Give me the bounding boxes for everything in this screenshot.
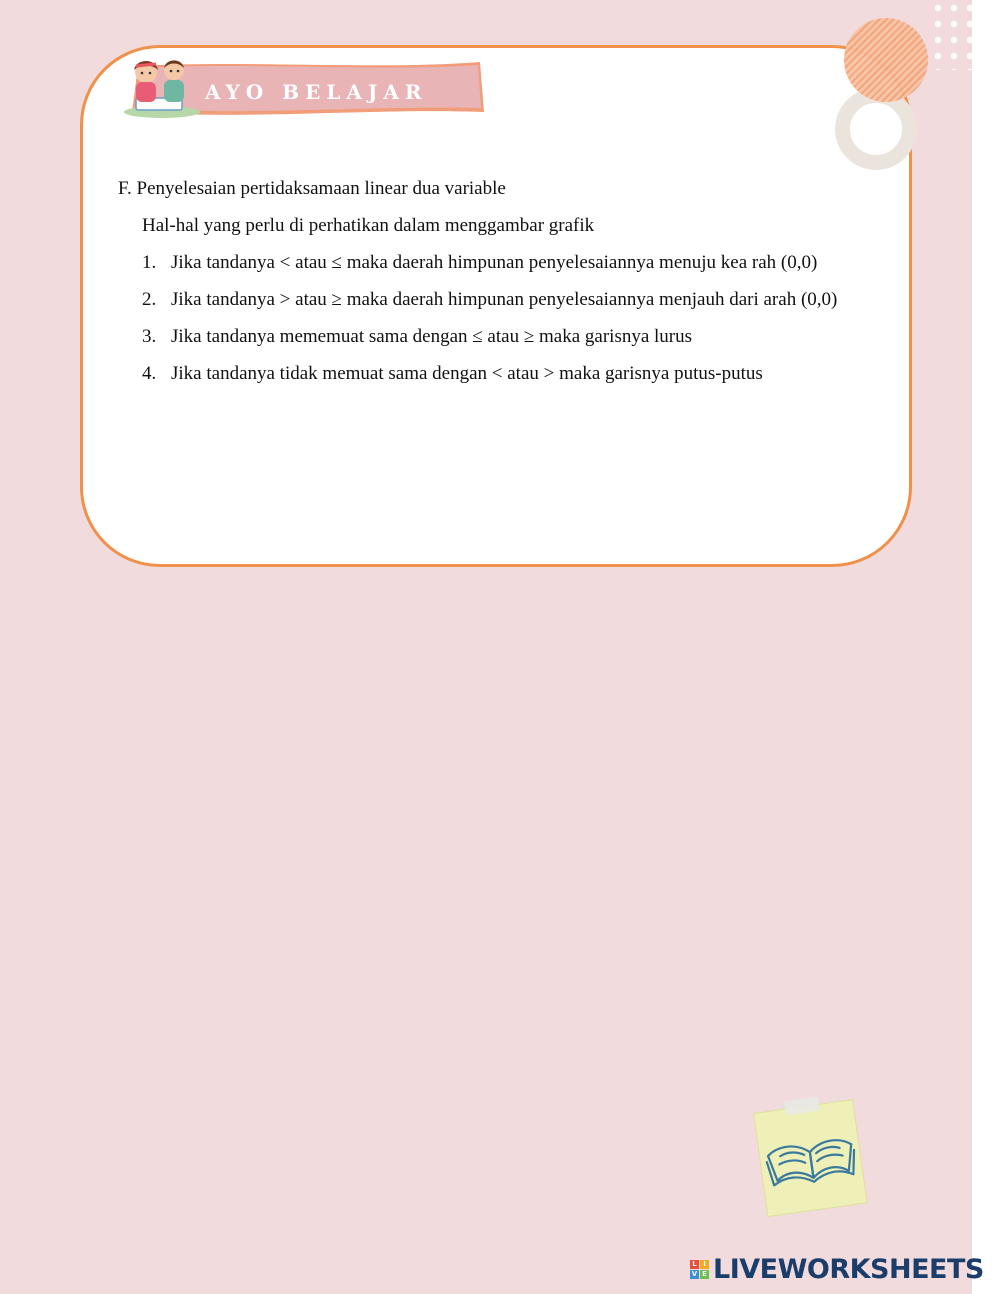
list-item-number: 4. bbox=[142, 363, 157, 384]
logo-blocks bbox=[690, 1260, 709, 1279]
kids-reading-icon bbox=[122, 54, 202, 120]
list-item-text: Jika tandanya mememuat sama dengan ≤ atau ≥ maka garisnya lurus bbox=[171, 326, 693, 347]
list-item-number: 2. bbox=[142, 289, 157, 310]
list-item-text: Jika tandanya tidak memuat sama dengan < atau > maka garisnya putus-putus bbox=[171, 363, 763, 384]
logo-text: LIVEWORKSHEETS bbox=[713, 1253, 984, 1285]
list-item bbox=[118, 355, 872, 392]
list-item-number: 1. bbox=[142, 252, 157, 273]
list-item bbox=[118, 244, 872, 281]
rule-list bbox=[118, 244, 872, 392]
list-item-text: Jika tandanya < atau ≤ maka daerah himpunan penyelesaiannya menuju kea rah (0,0) bbox=[171, 252, 818, 273]
decorative-dots bbox=[930, 0, 980, 70]
decorative-striped-circle bbox=[844, 18, 928, 102]
list-item bbox=[118, 318, 872, 355]
logo-block: E bbox=[700, 1270, 709, 1279]
banner-title: AYO BELAJAR bbox=[205, 80, 428, 104]
list-item-number: 3. bbox=[142, 326, 157, 347]
logo-block: V bbox=[691, 1269, 698, 1278]
lesson-content bbox=[118, 170, 872, 392]
logo-block: L bbox=[690, 1260, 699, 1269]
section-intro: Hal-hal yang perlu di perhatikan dalam menggambar grafik bbox=[142, 215, 595, 236]
list-item bbox=[118, 281, 872, 318]
open-book-icon bbox=[752, 1092, 870, 1220]
page-edge-strip bbox=[972, 0, 1000, 1294]
logo-block: I bbox=[700, 1260, 709, 1269]
list-item-text: Jika tandanya > atau ≥ maka daerah himpunan penyelesaiannya menjauh dari arah (0,0) bbox=[171, 289, 838, 310]
section-heading: F. Penyelesaian pertidaksamaan linear dua variable bbox=[118, 178, 506, 199]
liveworksheets-logo bbox=[690, 1251, 984, 1287]
